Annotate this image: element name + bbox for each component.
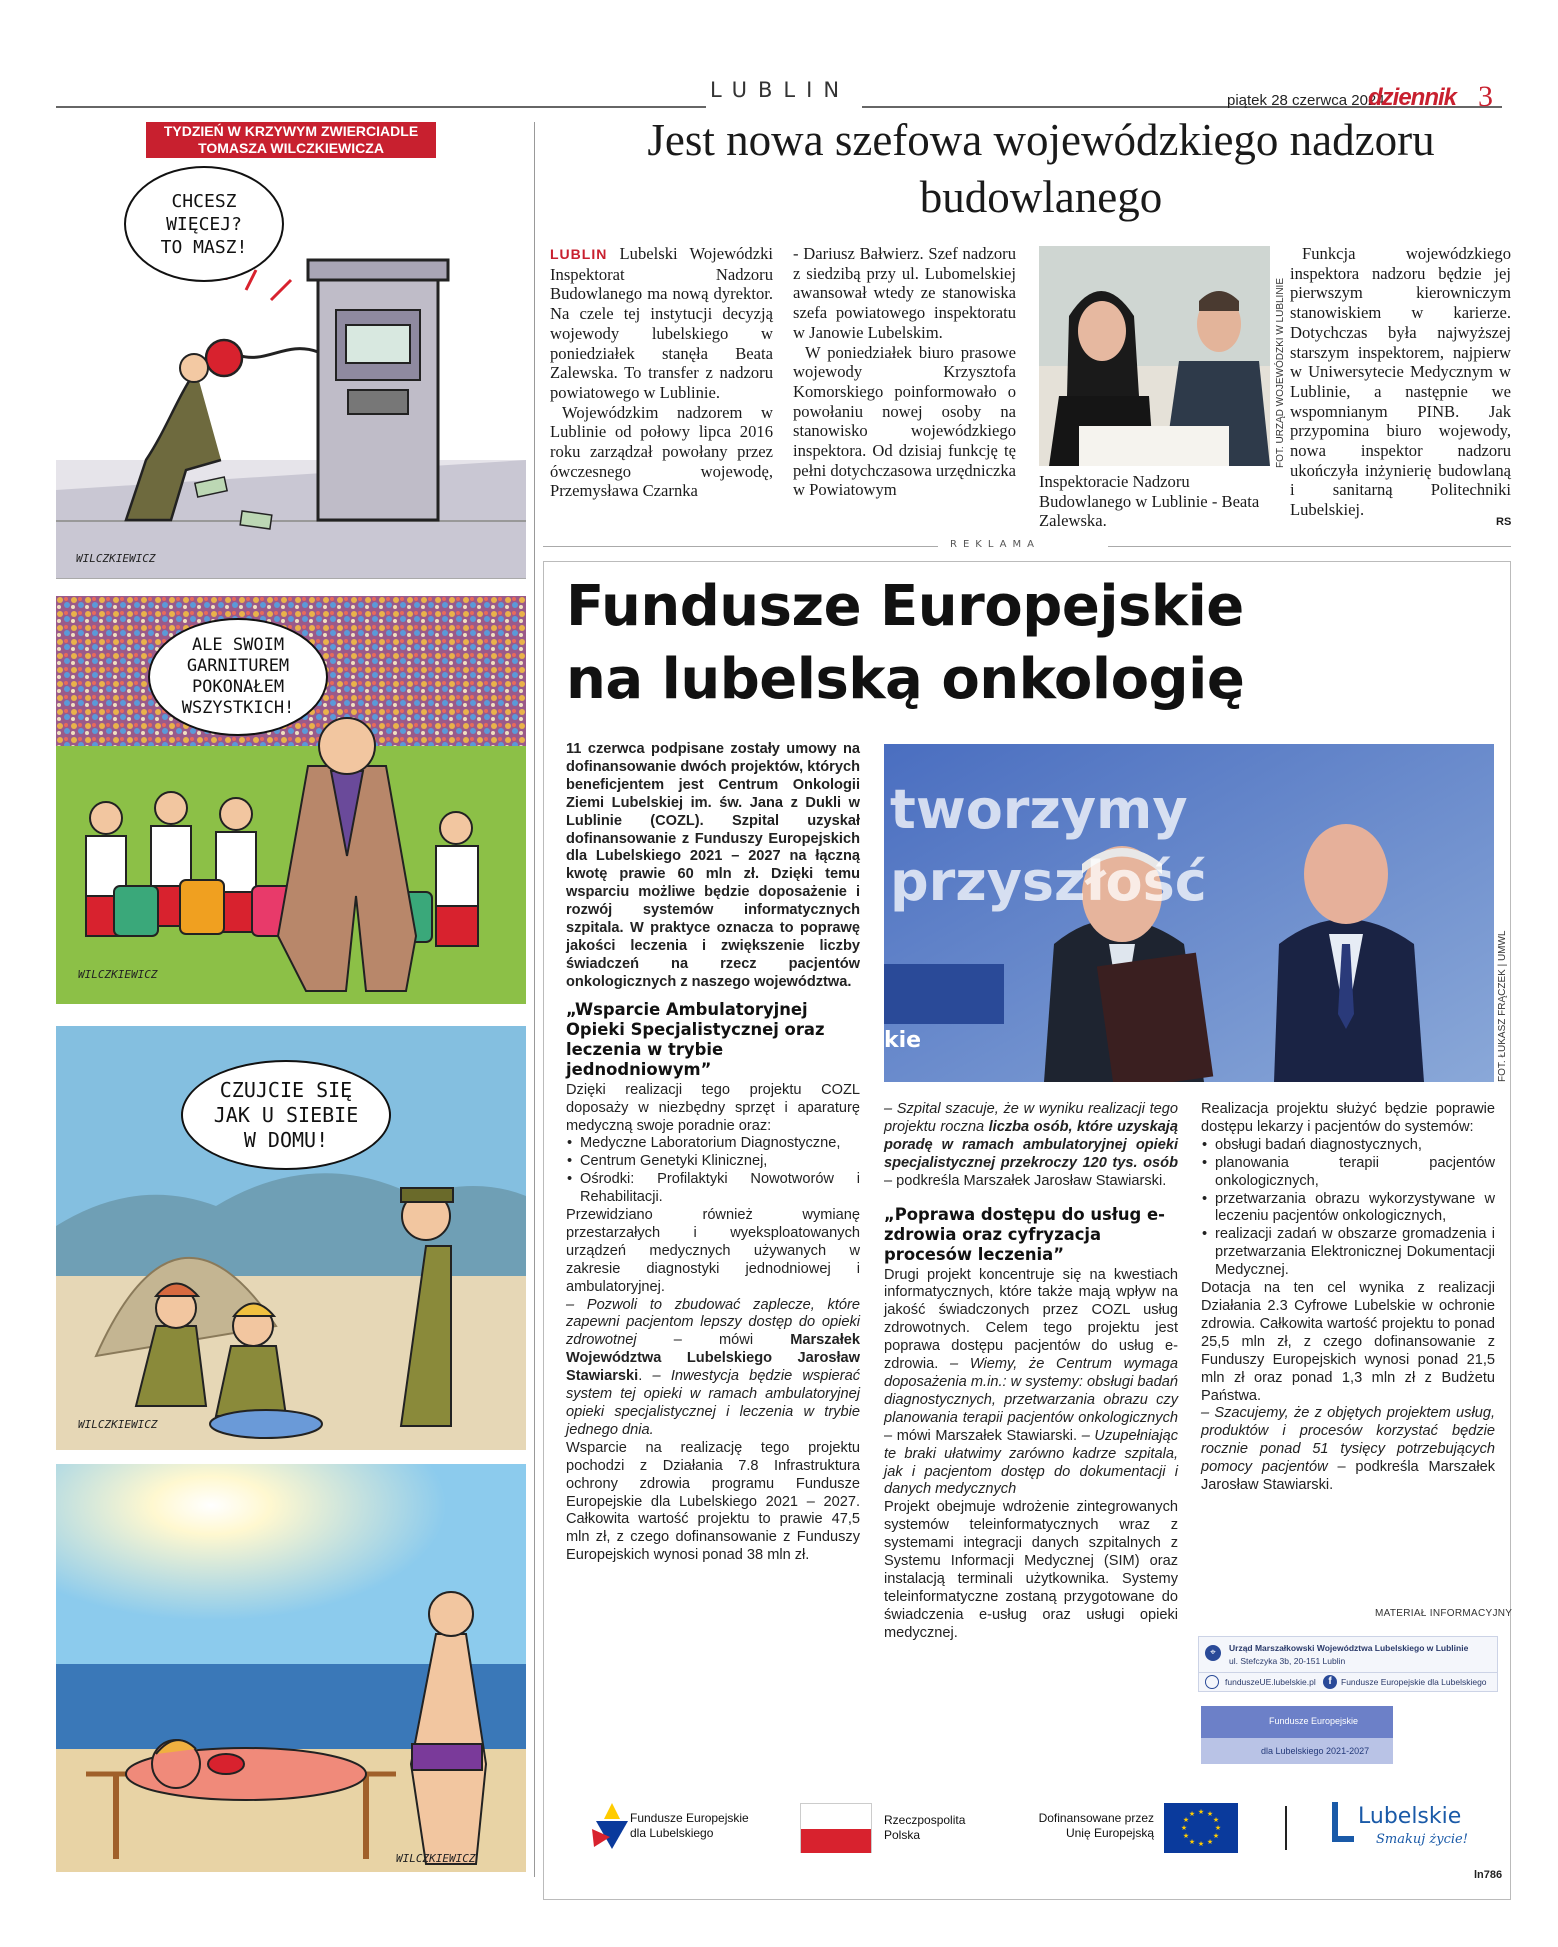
ad-p3-bold: Marszałek Województwa Lubelskiego Jarosław Stawiarski — [566, 1332, 860, 1385]
cartoon-4-signature: WILCZKIEWICZ — [396, 1852, 476, 1865]
ad-list-2-item: • planowania terapii pacjentów onkologicznych, — [1201, 1155, 1495, 1191]
ad-c2-p2-text: Drugi projekt koncentruje się na kwestiach informatycznych, które także mają wpływ na jakość świadczonych przez COZL usług zdrowotnych. Celem tego projektu jest poprawa dostępu pacjentów do usług e-zdrowia. — [884, 1266, 1178, 1373]
logo-rp-line2: Polska — [884, 1828, 921, 1842]
ad-c2-q1: – Szpital szacuje, że w wyniku realizacji tego projektu roczna — [884, 1101, 1178, 1135]
column-divider — [534, 122, 535, 1877]
logo-separator — [1285, 1806, 1287, 1850]
ad-p4: Wsparcie na realizację tego projektu pochodzi z Działania 7.8 Infrastruktura ochrony zdrowia programu Fundusze Europejskie dla Lubelskiego 2021 – 2027. Całkowita wartość projektu to prawie 47,5 mln zł, z czego dofinansowanie z Funduszy Europejskich wynosi ponad 38 mln zł. — [566, 1439, 860, 1564]
ad-list-1-item: • Medyczne Laboratorium Diagnostyczne, — [566, 1135, 860, 1153]
ad-p3-sep: . — [638, 1368, 653, 1385]
logo-rp-line1: Rzeczpospolita — [884, 1813, 966, 1827]
article-col1-p1 — [550, 244, 773, 403]
ad-c2-p3: Projekt obejmuje wdrożenie zintegrowanych systemów teleinformatycznych wraz z systemami integracji danych szpitalnych z Systemu Informacji Medycznej (SIM) oraz instalacją terminali użytkownika. Systemy teleinformatyczne zostaną przygotowane do świadczenia e-usług oraz usługi opieki medycznej. — [884, 1499, 1178, 1641]
page-number: 3 — [1478, 80, 1493, 113]
location-pin-icon: ⌖ — [1205, 1645, 1221, 1661]
cartoon-beach — [56, 1464, 526, 1872]
article-col-4 — [1290, 244, 1511, 520]
ad-list-2-item: • przetwarzania obrazu wykorzystywane w leczeniu pacjentów onkologicznych, — [1201, 1191, 1495, 1227]
speech-bubble-2: ALE SWOIM GARNITUREM POKONAŁEM WSZYSTKICH! — [148, 618, 328, 736]
article-col-2 — [793, 244, 1016, 500]
ad-lead: 11 czerwca podpisane zostały umowy na dofinansowanie dwóch projektów, których beneficjentem jest Centrum Onkologii Ziemi Lubelskiej im. św. Jana z Dukli w Lublinie (COZL). Szpital uzyskał dofinansowanie z Funduszy Europejskich dla Lubelskiego 2021 – 2027 na łączną kwotę prawie 60 mln zł. Dzięki temu wsparciu możliwe będzie doposażenie i rozwój systemów informatycznych szpitala. W praktyce oznacza to poprawę jakości leczenia i zwiększenie liczby świadczeń na rzecz pacjentów onkologicznych z naszego województwa. — [566, 741, 860, 990]
svg-text:★: ★ — [1197, 1840, 1205, 1848]
cartoon-football — [56, 596, 526, 1004]
logo-lubelskie — [1332, 1800, 1482, 1856]
cartoon-beach-drawing — [56, 1464, 526, 1872]
ad-p3-mid: – mówi — [636, 1332, 791, 1349]
svg-text:★: ★ — [1182, 1832, 1190, 1840]
ad-heading-1: „Wsparcie Ambulatoryjnej Opieki Specjalistycznej oraz leczenia w trybie jednodniowym” — [566, 999, 825, 1079]
cartoon-2-signature: WILCZKIEWICZ — [78, 968, 158, 981]
ad-title-line-1: Fundusze Europejskie — [566, 574, 1244, 639]
ad-list-2-item: • realizacji zadań w obszarze gromadzenia i przetwarzania Elektronicznej Dokumentacji Medycznej. — [1201, 1226, 1495, 1280]
lead-keyword: LUBLIN — [550, 246, 608, 262]
logo-eu — [1014, 1801, 1240, 1855]
article-photo-credit: FOT. URZĄD WOJEWÓDZKI W LUBLINIE — [1275, 277, 1286, 468]
polish-flag-icon — [800, 1803, 872, 1853]
ad-col-2 — [884, 1101, 1178, 1643]
svg-text:★: ★ — [1188, 1810, 1196, 1818]
ad-c2-q2b: – Uzupełniając te braki ułatwimy zarówno kadrze szpitala, jak i pacjentom dostęp do dokumentacji i danych medycznych — [884, 1427, 1178, 1498]
article-col1-p2: Wojewódzkim nadzorem w Lublinie od połowy lipca 2016 roku zarządzał powołany przez ówczesnego wojewodę, Przemysława Czarnka — [550, 402, 773, 501]
ad-c3-p3 — [1201, 1405, 1495, 1495]
contact-facebook[interactable]: Fundusze Europejskie dla Lubelskiego — [1341, 1677, 1487, 1687]
newspaper-brand: dziennik — [1368, 84, 1457, 111]
cartoon-series-tag-line1: TYDZIEŃ W KRZYWYM ZWIERCIADLE — [163, 123, 419, 139]
material-informacyjny: MATERIAŁ INFORMACYJNY — [1375, 1608, 1513, 1619]
ad-c2-q2: – Wiemy, że Centrum wymaga doposażenia m.in.: w systemy: obsługi badań diagnostycznych, przetwarzania obrazu czy planowania terapii pacjentów onkologicznych — [884, 1356, 1178, 1426]
ad-photo-credit: FOT. ŁUKASZ FRĄCZEK | UMWL — [1497, 930, 1508, 1082]
ad-footer-code: ln786 — [1474, 1869, 1503, 1881]
svg-text:★: ★ — [1212, 1816, 1220, 1824]
ad-photo — [884, 744, 1494, 1082]
polish-flag-white — [801, 1804, 871, 1829]
ad-p3-quote-2: – Inwestycja będzie wspierać system tej opieki w ramach ambulatoryjnej opieki specjalistycznej i leczenia w trybie jednego dnia. — [566, 1368, 860, 1438]
logo-eu-line1: Dofinansowane przez — [1038, 1811, 1154, 1825]
svg-text:★: ★ — [1212, 1832, 1220, 1840]
polish-flag-red — [801, 1829, 871, 1853]
article-photo-image — [1039, 246, 1270, 466]
ad-title-line-2: na lubelską onkologię — [566, 647, 1245, 712]
cartoon-3-signature: WILCZKIEWICZ — [78, 1418, 158, 1431]
reklama-rule-right — [1108, 546, 1511, 547]
ad-c2-p1 — [884, 1101, 1178, 1191]
article-col-1 — [550, 244, 773, 501]
fe-logo-icon — [590, 1801, 634, 1851]
ad-list-2-item: • obsługi badań diagnostycznych, — [1201, 1137, 1495, 1155]
contact-web[interactable]: funduszeUE.lubelskie.pl — [1225, 1677, 1316, 1687]
cartoon-atm — [56, 160, 526, 578]
ad-c2-q1-end: – podkreśla Marszałek Jarosław Stawiarski. — [884, 1172, 1167, 1189]
fe-badge — [1201, 1706, 1393, 1764]
fe-badge-line2: dla Lubelskiego 2021-2027 — [1261, 1746, 1370, 1756]
reklama-rule-left — [543, 546, 938, 547]
speech-bubble-3: CZUJCIE SIĘ JAK U SIEBIE W DOMU! — [181, 1060, 391, 1170]
svg-text:★: ★ — [1214, 1824, 1222, 1832]
cartoon-1-signature: WILCZKIEWICZ — [76, 552, 156, 565]
ad-list-1-item: • Centrum Genetyki Klinicznej, — [566, 1153, 860, 1171]
svg-text:★: ★ — [1180, 1824, 1188, 1832]
contact-address: ul. Stefczyka 3b, 20-151 Lublin — [1229, 1656, 1346, 1666]
globe-icon — [1205, 1675, 1219, 1689]
svg-text:★: ★ — [1182, 1816, 1190, 1824]
ad-c2-q2-mid: – mówi Marszałek Stawiarski. — [884, 1427, 1082, 1444]
article-col1-p1-text: Lubelski Wojewódzki Inspektorat Nadzoru Budowlanego ma nową dyrektor. Na czele tej instytucji decyzją wojewody lubelskiego w poniedziałek stanęła Beata Zalewska. To transfer z nadzoru powiatowego w Lublinie. — [550, 244, 773, 402]
svg-text:★: ★ — [1206, 1838, 1214, 1846]
ad-title — [566, 570, 1466, 716]
ad-c3-p2: Dotacja na ten cel wynika z realizacji Działania 2.3 Cyfrowe Lubelskie w ochronie zdrowia. Całkowita wartość projektu to ponad 25,5 mln zł, z czego dofinansowanie z Funduszy Europejskich wynosi ponad 21,5 mln zł oraz ponad 1,3 mln zł z Budżetu Państwa. — [1201, 1280, 1495, 1404]
ad-list-1-item: • Ośrodki: Profilaktyki Nowotworów i Rehabilitacji. — [566, 1171, 860, 1207]
article-photo-caption: Inspektoracie Nadzoru Budowlanego w Lublinie - Beata Zalewska. — [1039, 472, 1260, 531]
eu-flag-icon — [1164, 1803, 1238, 1853]
cartoon-series-tag — [146, 122, 436, 158]
ad-col-1 — [566, 741, 860, 1565]
logo-eu-line2: Unię Europejską — [1065, 1826, 1154, 1840]
ad-label: REKLAMA — [950, 539, 1040, 550]
ad-heading-2: „Poprawa dostępu do usług e-zdrowia oraz cyfryzacja procesów leczenia” — [884, 1204, 1165, 1264]
ad-list-2 — [1201, 1137, 1495, 1280]
logo-lubelskie-tag: Smakuj życie! — [1376, 1832, 1468, 1847]
ad-photo-banner-small: kie — [884, 1028, 922, 1053]
header-rule-left — [56, 106, 706, 108]
cartoon-army — [56, 1026, 526, 1450]
logo-fe-line1: Fundusze Europejskie — [630, 1811, 749, 1825]
logo-fe-line2: dla Lubelskiego — [630, 1826, 714, 1840]
ad-photo-banner: tworzymy przyszłość — [890, 778, 1207, 913]
svg-text:★: ★ — [1197, 1808, 1205, 1816]
facebook-icon: f — [1323, 1675, 1337, 1689]
ad-c3-quote-end: – podkreśla Marszałek Jarosław Stawiarski. — [1201, 1459, 1495, 1494]
article-col2-p2: W poniedziałek biuro prasowe wojewody Krzysztofa Komorskiego poinformowało o powołaniu nowej osoby na stanowisko wojewódzkiego inspektora. Od dzisiaj funkcję tę pełni dotychczasowa urzędniczka w Powiatowym — [793, 342, 1016, 500]
article-author: RS — [1496, 516, 1512, 528]
cartoon-divider-1 — [56, 578, 526, 579]
article-col-3 — [1039, 472, 1270, 531]
svg-text:★: ★ — [1206, 1810, 1214, 1818]
contact-name: Urząd Marszałkowski Województwa Lubelskiego w Lublinie — [1229, 1643, 1469, 1653]
ad-list-1 — [566, 1135, 860, 1207]
lubelskie-logo-mark — [1332, 1802, 1354, 1842]
ad-c2-p2 — [884, 1267, 1178, 1500]
ad-p3 — [566, 1297, 860, 1440]
ad-c2-q1-bold: liczba osób, które uzyskają poradę w ramach ambulatoryjnej opieki specjalistycznej przekroczy 120 tys. osób — [884, 1118, 1178, 1171]
fe-badge-line1: Fundusze Europejskie — [1269, 1716, 1359, 1726]
ad-col-3 — [1201, 1101, 1495, 1495]
svg-text:★: ★ — [1188, 1838, 1196, 1846]
logo-rp — [800, 1801, 990, 1855]
article-photo — [1039, 246, 1270, 466]
ad-p1: Dzięki realizacji tego projektu COZL doposaży w niezbędny sprzęt i aparaturę medyczną swoje poradnie oraz: — [566, 1081, 860, 1134]
logo-lubelskie-main: Lubelskie — [1358, 1804, 1462, 1829]
ad-p2: Przewidziano również wymianę przestarzałych i wyeksploatowanych urządzeń medycznych używanych w zakresie diagnostyki jednodniowej i ambulatoryjnej. — [566, 1207, 860, 1295]
speech-bubble-1: CHCESZ WIĘCEJ? TO MASZ! — [124, 166, 284, 282]
article-headline: Jest nowa szefowa wojewódzkiego nadzoru budowlanego — [647, 115, 1435, 222]
issue-date: piątek 28 czerwca 2024 — [1227, 92, 1385, 109]
article-col4-p1: Funkcja wojewódzkiego inspektora nadzoru będzie jej pierwszym kierowniczym stanowiskiem w karierze. Dotychczas była najwyższej starszym inspektorem, najpierw w Uniwersytecie Medycznym w Lublinie, a następnie we wspomnianym PINB. Jak przypomina biuro wojewody, nowa inspektor nadzoru ukończyła inżynierię budowlaną i sanitarną Politechniki Lubelskiej. — [1290, 244, 1511, 520]
logo-fe — [590, 1801, 780, 1855]
article-col2-p1: - Dariusz Bałwierz. Szef nadzoru z siedzibą przy ul. Lubomelskiej awansował wtedy ze stanowiska szefa powiatowego inspektoratu w Janowie Lubelskim. — [793, 244, 1016, 342]
cartoon-series-tag-line2: TOMASZA WILCZKIEWICZA — [198, 140, 384, 156]
ad-p3-quote: – Pozwoli to zbudować zaplecze, które zapewni pacjentom lepszy dostęp do opieki zdrowotnej — [566, 1296, 860, 1349]
ad-c3-p1: Realizacja projektu służyć będzie poprawie dostępu lekarzy i pacjentów do systemów: — [1201, 1101, 1495, 1135]
ad-c3-quote: – Szacujemy, że z objętych projektem usług, produktów i procesów korzystać będzie rocznie ponad 51 tysięcy potrzebujących pomocy pacjentów — [1201, 1405, 1495, 1476]
contact-links — [1198, 1672, 1498, 1692]
section-label: LUBLIN — [710, 78, 851, 102]
